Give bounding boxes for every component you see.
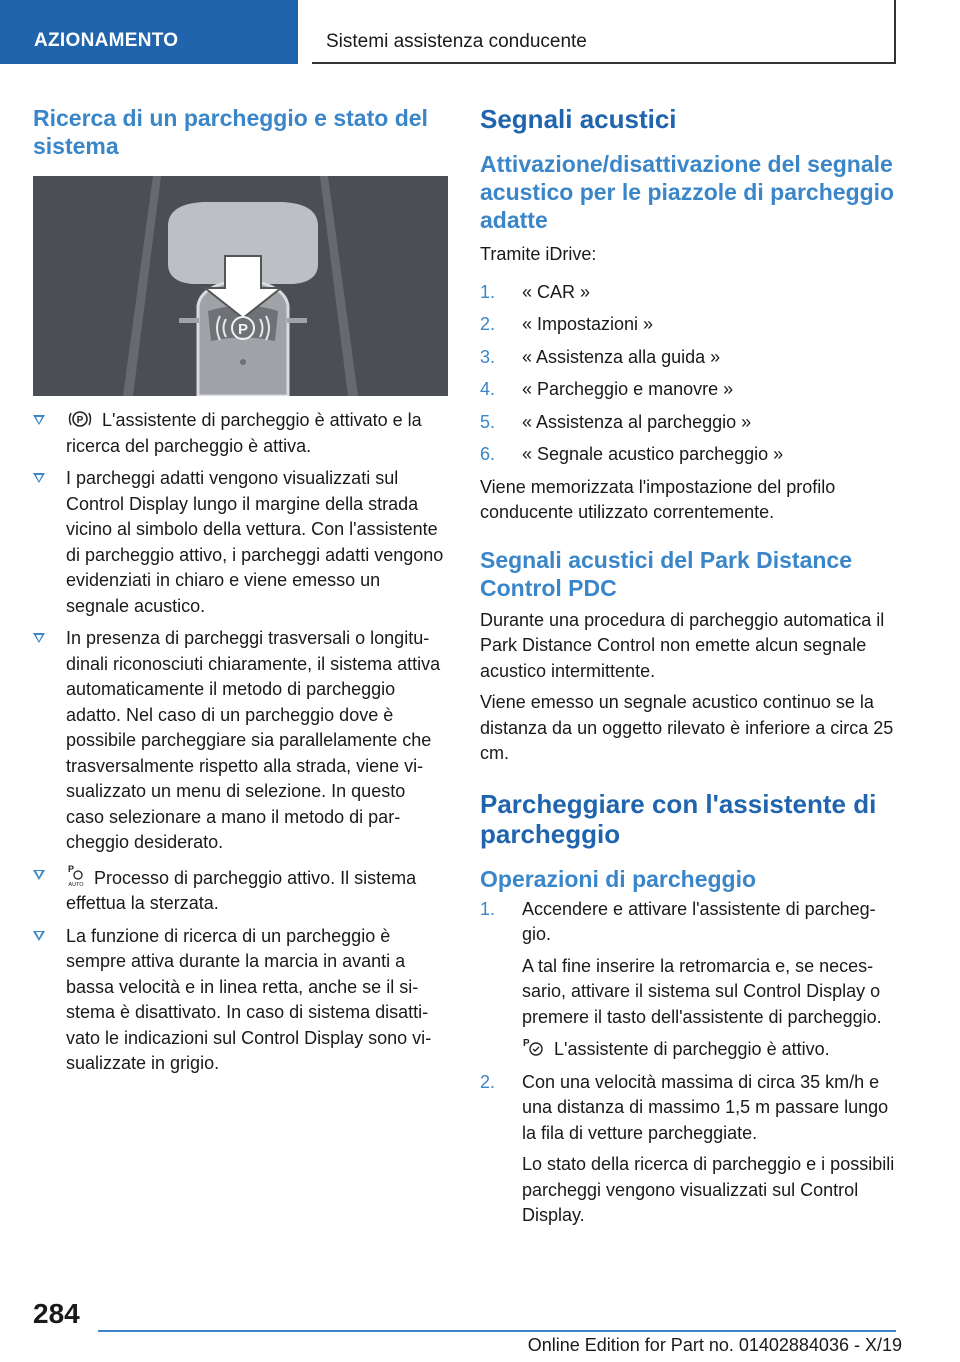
bullet-text: L'assistente di parcheggio è attivato e la ricerca del parcheggio è attiva. — [66, 410, 422, 456]
step-number: 2. — [480, 314, 496, 334]
icon-note-text: L'assistente di parcheggio è attivo. — [554, 1039, 830, 1059]
list-item — [480, 897, 895, 1063]
step-text: « Impostazioni » — [522, 314, 654, 334]
chapter-label: Sistemi assistenza conducente — [326, 31, 587, 52]
list-item — [33, 863, 448, 917]
step-text: Con una velocità massima di circa 35 km/h e una distanza di massimo 1,5 m passare lungo la fila di vetture parcheggiate. — [522, 1071, 889, 1143]
step-number: 3. — [480, 346, 496, 367]
triangle-bullet-icon — [33, 931, 45, 941]
step-number: 2. — [480, 1071, 496, 1092]
parking-assist-active-icon — [66, 409, 94, 429]
triangle-bullet-icon — [33, 415, 45, 425]
bullet-text: La funzione di ricerca di un parcheggio è sempre attiva durante la marcia in avanti a bassa velocità e in linea retta, anche se il sistema è disattivato. In caso di sistema disattivato le indicazioni sul Control Display sono visualizzate in grigio. — [66, 925, 432, 1073]
acoustic-signals-title: Segnali acustici — [480, 104, 677, 134]
pdc-paragraph-2: Viene emesso un segnale acustico continuo se la distanza da un oggetto rilevato è inferiore a circa 25 cm. — [480, 692, 894, 763]
svg-text:P: P — [237, 321, 249, 338]
parking-assistant-title: Parcheggiare con l'assistente di parcheggio — [480, 788, 877, 849]
step-detail: A tal fine inserire la retromarcia e, se necessario, attivare il sistema sul Control Display o premere il tasto dell'assistente di parcheggio. — [522, 955, 882, 1027]
step-text: « Assistenza al parcheggio » — [522, 411, 752, 432]
list-item — [480, 442, 895, 468]
chapter-header — [312, 0, 896, 64]
parking-operations-subtitle: Operazioni di parcheggio — [480, 865, 757, 892]
idrive-intro: Tramite iDrive: — [480, 244, 597, 264]
parking-display-illustration — [33, 176, 448, 396]
parking-assistant-icon — [522, 1036, 546, 1058]
list-item — [33, 924, 448, 1077]
triangle-bullet-icon — [33, 633, 45, 643]
list-item — [33, 466, 448, 619]
parking-auto-icon — [66, 863, 86, 887]
footer-rule — [98, 1330, 896, 1332]
list-item — [480, 377, 895, 403]
bullet-text: Processo di parcheggio attivo. Il sistema effettua la sterzata. — [66, 867, 417, 913]
step-icon-note — [522, 1036, 895, 1063]
list-item — [480, 410, 895, 436]
bullet-text: In presenza di parcheggi trasversali o longitudinali riconosciuti chiaramente, il sistema attiva automaticamente il metodo di parcheggio adatto. Nel caso di un parcheggio dove è possibile parcheggiare sia parallelamente che trasversalmente rispetto alla strada, viene visualizzato un menu di selezione. In questo caso selezionare a mano il metodo di parcheggio desiderato. — [66, 628, 441, 852]
step-number: 4. — [480, 379, 496, 399]
list-item — [480, 345, 895, 371]
triangle-bullet-icon — [33, 870, 45, 880]
edition-note: Online Edition for Part no. 01402884036 - X/19 — [527, 1335, 902, 1355]
step-number: 5. — [480, 411, 496, 432]
left-section-title: Ricerca di un parcheggio e stato del sistema — [33, 105, 428, 159]
left-column — [33, 100, 448, 1084]
step-detail: Lo stato della ricerca di parcheggio e i possibili parcheggi vengono visualizzati sul Control Display. — [522, 1154, 895, 1225]
right-column — [480, 100, 895, 1236]
list-item — [480, 312, 895, 338]
triangle-bullet-icon — [33, 473, 45, 483]
operation-steps — [480, 897, 895, 1229]
list-item — [33, 626, 448, 856]
step-number: 6. — [480, 444, 496, 464]
step-text: « Parcheggio e manovre » — [522, 379, 734, 399]
bullet-text: I parcheggi adatti vengono visualizzati sul Control Display lungo il margine della strada vicino al simbolo della vettura. Con l'assistente di parcheggio attivo, i parcheggi adatti vengono evidenziati in chiaro e viene emesso un segnale acustico. — [66, 468, 444, 616]
svg-text:P: P — [76, 415, 84, 426]
step-text: « CAR » — [522, 281, 591, 302]
pdc-paragraph-1: Durante una procedura di parcheggio automatica il Park Distance Control non emette alcun segnale acustico intermittente. — [480, 609, 885, 681]
svg-text:P: P — [68, 863, 75, 874]
list-item — [480, 280, 895, 306]
section-tab — [0, 0, 298, 64]
status-list — [33, 408, 448, 1077]
step-number: 1. — [480, 281, 496, 302]
svg-text:AUTO: AUTO — [68, 881, 84, 887]
step-text: Accendere e attivare l'assistente di parcheggio. — [522, 898, 876, 944]
memo-paragraph: Viene memorizzata l'impostazione del profilo conducente utilizzato correntemente. — [480, 476, 836, 522]
pdc-subtitle: Segnali acustici del Park Distance Control PDC — [480, 546, 852, 601]
step-text: « Segnale acustico parcheggio » — [522, 444, 784, 464]
svg-text:P: P — [523, 1038, 530, 1049]
toggle-signal-subtitle: Attivazione/disattivazione del segnale acustico per le piazzole di parcheggio adatte — [480, 151, 895, 233]
list-item — [33, 408, 448, 459]
menu-steps — [480, 280, 895, 468]
section-label: AZIONAMENTO — [34, 30, 179, 51]
list-item — [480, 1070, 895, 1229]
step-number: 1. — [480, 898, 496, 919]
page-number: 284 — [33, 1298, 80, 1329]
step-text: « Assistenza alla guida » — [522, 346, 721, 367]
